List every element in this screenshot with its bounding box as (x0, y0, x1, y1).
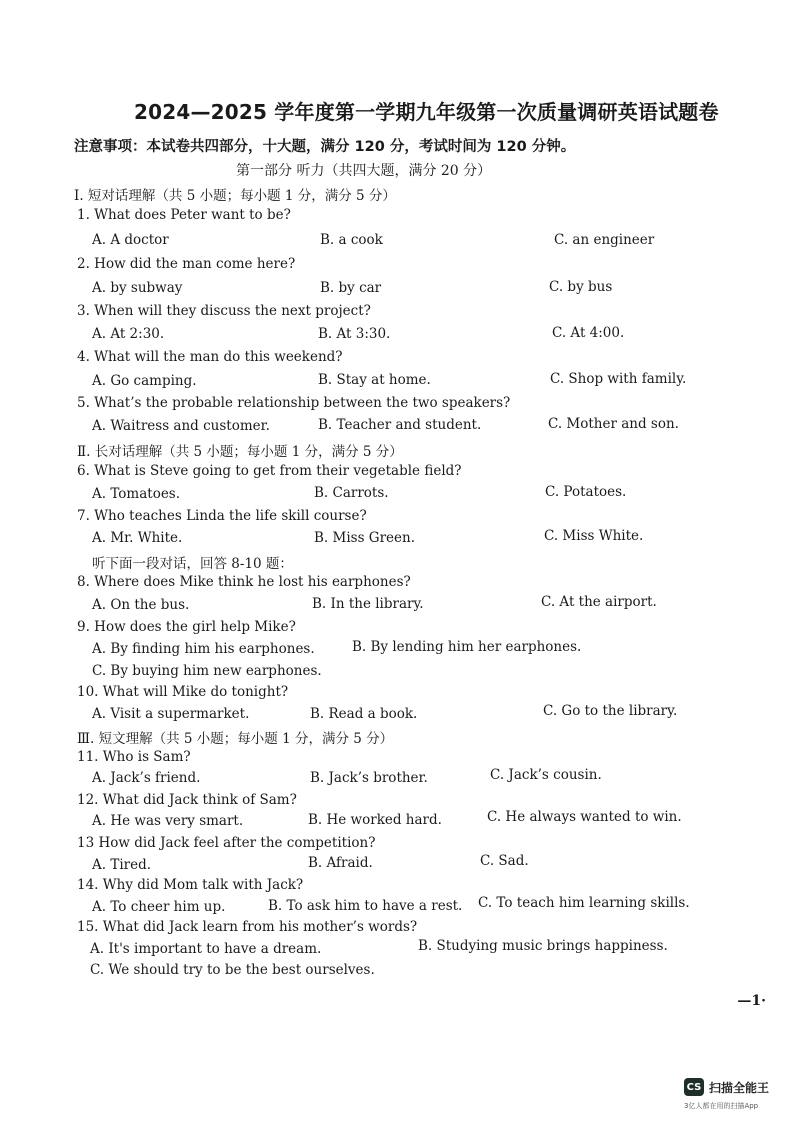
question-1-option-c: C. an engineer (554, 232, 655, 248)
question-5-option-c: C. Mother and son. (548, 416, 679, 432)
question-7-option-c: C. Miss White. (544, 528, 644, 544)
question-9-option-b: B. By lending him her earphones. (352, 639, 582, 655)
question-14-option-c: C. To teach him learning skills. (478, 895, 690, 911)
question-15-option-a: A. It's important to have a dream. (90, 941, 322, 957)
question-12-option-c: C. He always wanted to win. (487, 809, 682, 825)
question-3: 3. When will they discuss the next project? (77, 303, 371, 319)
question-15-option-b: B. Studying music brings happiness. (418, 938, 668, 954)
question-9: 9. How does the girl help Mike? (77, 619, 296, 635)
question-13-option-c: C. Sad. (480, 853, 529, 869)
question-10-option-a: A. Visit a supermarket. (92, 706, 250, 722)
question-14: 14. Why did Mom talk with Jack? (77, 877, 304, 893)
question-4-option-a: A. Go camping. (92, 373, 197, 389)
question-11-option-b: B. Jack’s brother. (310, 770, 428, 786)
question-3-option-a: A. At 2:30. (92, 326, 165, 342)
question-5: 5. What’s the probable relationship between the two speakers? (77, 395, 511, 411)
question-6-option-c: C. Potatoes. (545, 484, 627, 500)
question-12-option-b: B. He worked hard. (308, 812, 442, 828)
question-2: 2. How did the man come here? (77, 256, 296, 272)
question-4-option-c: C. Shop with family. (550, 371, 687, 387)
question-1-option-b: B. a cook (320, 232, 383, 248)
question-5-option-b: B. Teacher and student. (318, 417, 482, 433)
question-13: 13 How did Jack feel after the competition? (77, 835, 376, 851)
question-15: 15. What did Jack learn from his mother’s words? (77, 919, 418, 935)
question-8-option-b: B. In the library. (312, 596, 424, 612)
question-8-option-c: C. At the airport. (541, 594, 657, 610)
question-10-option-b: B. Read a book. (310, 706, 418, 722)
question-12: 12. What did Jack think of Sam? (77, 792, 297, 808)
question-5-option-a: A. Waitress and customer. (92, 418, 270, 434)
question-9-option-c: C. By buying him new earphones. (92, 663, 322, 679)
question-7: 7. Who teaches Linda the life skill course? (77, 508, 367, 524)
question-11-option-c: C. Jack’s cousin. (490, 767, 602, 783)
question-6-option-b: B. Carrots. (314, 485, 389, 501)
question-14-option-a: A. To cheer him up. (92, 899, 226, 915)
question-1-option-a: A. A doctor (92, 232, 169, 248)
question-15-option-c: C. We should try to be the best ourselves. (90, 962, 375, 978)
question-11-option-a: A. Jack’s friend. (92, 770, 201, 786)
question-11: 11. Who is Sam? (77, 749, 191, 765)
part-one-heading: 第一部分 听力（共四大题，满分 20 分） (236, 163, 492, 179)
scanner-tagline: 3亿人都在用的扫描App (684, 1102, 759, 1110)
page-number: —1· (737, 993, 766, 1009)
question-2-option-a: A. by subway (92, 280, 183, 296)
question-8: 8. Where does Mike think he lost his earphones? (77, 574, 411, 590)
question-6-option-a: A. Tomatoes. (92, 486, 181, 502)
section-3-heading: Ⅲ. 短文理解（共 5 小题；每小题 1 分，满分 5 分） (77, 731, 394, 747)
question-13-option-b: B. Afraid. (308, 855, 373, 871)
question-1: 1. What does Peter want to be? (77, 207, 291, 223)
scanner-logo-icon: CS (684, 1078, 704, 1096)
question-14-option-b: B. To ask him to have a rest. (268, 898, 463, 914)
question-10: 10. What will Mike do tonight? (77, 684, 289, 700)
question-3-option-c: C. At 4:00. (552, 325, 625, 341)
exam-notice: 注意事项：本试卷共四部分，十大题，满分 120 分，考试时间为 120 分钟。 (74, 139, 576, 155)
question-2-option-b: B. by car (320, 280, 382, 296)
question-13-option-a: A. Tired. (92, 857, 152, 873)
question-2-option-c: C. by bus (549, 279, 613, 295)
section-1-heading: Ⅰ. 短对话理解（共 5 小题；每小题 1 分，满分 5 分） (74, 188, 396, 204)
question-6: 6. What is Steve going to get from their vegetable field? (77, 463, 462, 479)
scanner-app-name: 扫描全能王 (709, 1080, 770, 1095)
question-10-option-c: C. Go to the library. (543, 703, 678, 719)
question-3-option-b: B. At 3:30. (318, 326, 391, 342)
question-8-option-a: A. On the bus. (92, 597, 190, 613)
question-9-option-a: A. By finding him his earphones. (92, 641, 315, 657)
instruction-8-10: 听下面一段对话，回答 8-10 题： (92, 556, 293, 572)
question-7-option-b: B. Miss Green. (314, 530, 415, 546)
question-12-option-a: A. He was very smart. (92, 813, 244, 829)
scanner-watermark (684, 1078, 769, 1096)
question-4: 4. What will the man do this weekend? (77, 349, 343, 365)
question-4-option-b: B. Stay at home. (318, 372, 431, 388)
exam-title: 2024—2025 学年度第一学期九年级第一次质量调研英语试题卷 (134, 100, 719, 124)
section-2-heading: Ⅱ. 长对话理解（共 5 小题；每小题 1 分，满分 5 分） (77, 444, 403, 460)
question-7-option-a: A. Mr. White. (92, 530, 183, 546)
